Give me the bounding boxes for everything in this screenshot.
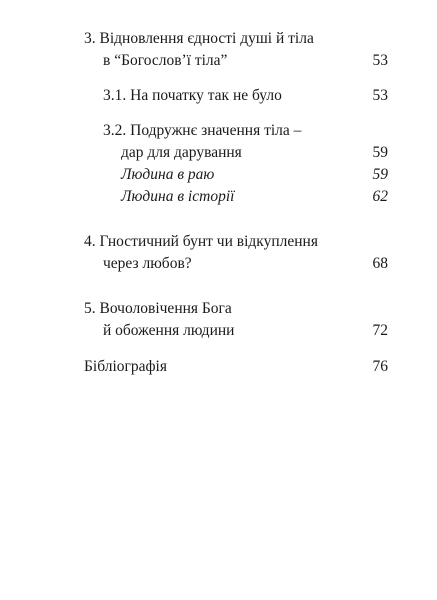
toc-entry-title: 4. Гностичний бунт чи відкуплення	[84, 233, 318, 250]
toc-entry-title: 3.2. Подружнє значення тіла –	[103, 122, 302, 139]
toc-page-number: 53	[372, 52, 388, 69]
toc-entry-title-continued: в “Богослов’ї тіла”	[103, 52, 228, 69]
toc-entry-line	[84, 231, 388, 253]
toc-subitem-title: Людина в раю	[121, 166, 215, 183]
toc-subitem-title: Людина в історії	[121, 188, 235, 205]
toc-page-number: 53	[372, 87, 388, 104]
toc-entry-title-continued: через любов?	[103, 255, 192, 272]
toc-entry-title-continued: дар для дарування	[121, 144, 242, 161]
toc-entry-section-4	[84, 231, 388, 275]
toc-entry-line	[84, 50, 388, 72]
toc-entry-line	[103, 85, 388, 107]
toc-entry-line	[84, 298, 388, 320]
toc-entry-section-3-2	[84, 120, 388, 208]
toc-page-number: 59	[372, 144, 388, 161]
toc-page-number: 76	[372, 358, 388, 375]
toc-entry-title-continued: й обоження людини	[103, 322, 235, 339]
toc-entry-title: Бібліографія	[84, 358, 167, 375]
toc-entry-bibliography	[84, 356, 388, 378]
toc-entry-title: 5. Вочоловічення Бога	[84, 300, 232, 317]
toc-subitem-line	[103, 186, 388, 208]
toc-entry-line	[103, 142, 388, 164]
toc-entry-title: 3.1. На початку так не було	[103, 87, 282, 104]
toc-entry-line	[84, 253, 388, 275]
toc-subitem-line	[103, 164, 388, 186]
toc-entry-section-3-1	[84, 85, 388, 107]
toc-entry-section-3	[84, 28, 388, 72]
toc-page-number: 59	[372, 166, 388, 183]
toc-page-number: 72	[372, 322, 388, 339]
toc-entry-line	[84, 356, 388, 378]
toc-page-number: 68	[372, 255, 388, 272]
toc-entry-line	[103, 120, 388, 142]
toc-entry-line	[84, 320, 388, 342]
toc-page-number: 62	[372, 188, 388, 205]
toc-entry-line	[84, 28, 388, 50]
toc-entry-title: 3. Відновлення єдності душі й тіла	[84, 30, 314, 47]
toc-entry-section-5	[84, 298, 388, 342]
table-of-contents	[84, 24, 388, 378]
